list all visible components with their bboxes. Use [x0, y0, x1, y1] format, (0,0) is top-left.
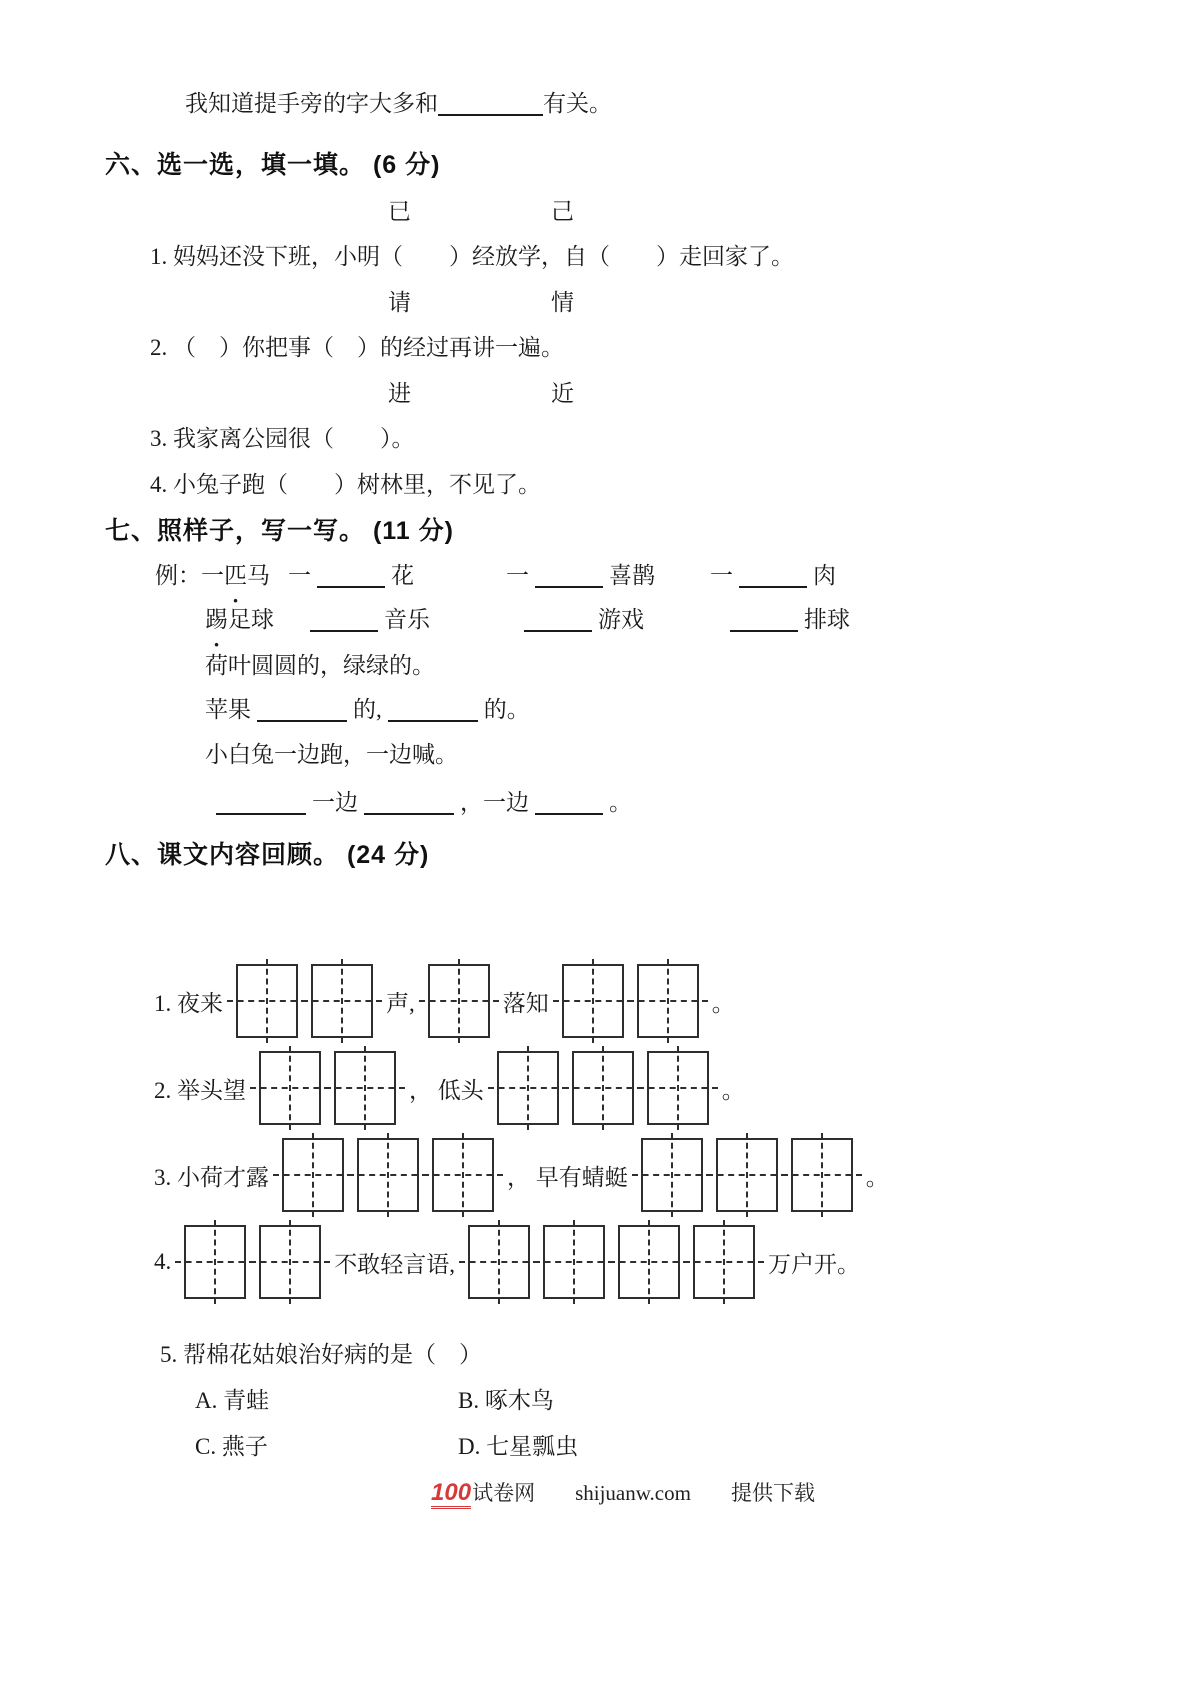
blank-line: [730, 630, 798, 632]
logo-100-icon: 100: [431, 1481, 471, 1509]
writing-grid-box: [311, 964, 373, 1038]
options-row-cd: [105, 1431, 1141, 1462]
text-segment: 4.: [154, 1249, 172, 1274]
text-segment: 喜鹊: [609, 563, 655, 588]
segment-unit: [150, 964, 739, 1038]
segment-unit: [205, 650, 435, 681]
blank-line: [388, 720, 478, 722]
blank-line: [438, 114, 543, 116]
section-eight-title: 八、课文内容回顾。 (24 分): [105, 841, 430, 869]
writing-grid-box: [716, 1138, 778, 1212]
site-name: 试卷网: [472, 1481, 536, 1505]
writing-grid-group: [282, 1138, 494, 1212]
text-segment: 。: [721, 1077, 745, 1103]
q2: [105, 1051, 1141, 1125]
writing-grid-box: [791, 1138, 853, 1212]
blank-line: [535, 813, 603, 815]
text-segment: 的。: [483, 697, 530, 722]
blank-line: [257, 720, 347, 722]
segment-unit: [288, 560, 414, 591]
writing-grid-box: [282, 1138, 344, 1212]
text-segment: 2. 举头望: [154, 1077, 246, 1103]
text-segment: 游戏: [598, 607, 644, 632]
text-segment: 音乐: [384, 607, 430, 632]
writing-grid-box: [357, 1138, 419, 1212]
seven-example: [105, 560, 1141, 591]
choice-row-qing: [105, 287, 1141, 318]
text-segment: 声,: [386, 990, 415, 1016]
option-c: C. 燕子: [195, 1434, 268, 1459]
writing-grid-group: [184, 1225, 321, 1299]
writing-grid-group: [497, 1051, 709, 1125]
writing-grid-group: [259, 1051, 396, 1125]
text-segment: 3. 小荷才露: [154, 1164, 269, 1190]
text-segment: 马: [247, 563, 270, 588]
text-segment: ， 低头: [409, 1077, 484, 1103]
section-seven-rows: [105, 560, 1141, 818]
text-segment: 。: [865, 1164, 889, 1190]
text-segment: 例：: [155, 563, 201, 588]
text-segment: 一: [710, 563, 733, 588]
text-segment: 排球: [804, 607, 850, 632]
choice-word: 近: [551, 381, 574, 406]
writing-grid-box: [259, 1051, 321, 1125]
text-segment: 足球: [228, 607, 274, 632]
writing-grid-group: [641, 1138, 853, 1212]
writing-grid-box: [184, 1225, 246, 1299]
text-segment: 花: [391, 563, 414, 588]
writing-grid-box: [543, 1225, 605, 1299]
writing-grid-box: [572, 1051, 634, 1125]
exercise-item-1: 1. 妈妈还没下班，小明（ ）经放学，自（ ）走回家了。: [150, 244, 794, 269]
exercise-item-4: 4. 小兔子跑（ ）树林里，不见了。: [150, 472, 541, 497]
choice-row-ji: [105, 196, 1141, 227]
text-segment: 荷叶圆圆的，绿绿的。: [205, 653, 435, 678]
text-segment: 。: [609, 790, 632, 815]
writing-grid-group: [428, 964, 490, 1038]
writing-grid-box: [637, 964, 699, 1038]
seven-fill2: [105, 787, 1141, 818]
text-segment: 一边: [312, 790, 358, 815]
download-note: 提供下载: [730, 1481, 815, 1505]
choice-word: 进: [388, 381, 411, 406]
segment-unit: [150, 1138, 893, 1212]
choice-word: 已: [388, 199, 411, 224]
q3: [105, 1138, 1141, 1212]
option-b: B. 啄木鸟: [458, 1388, 554, 1413]
text-segment: 落知: [502, 990, 549, 1016]
text-segment: 的,: [353, 697, 382, 722]
segment-unit: [205, 694, 530, 725]
text-segment: 1. 夜来: [154, 990, 223, 1016]
q4: [105, 1225, 1141, 1299]
segment-unit: [506, 560, 655, 591]
writing-grid-box: [468, 1225, 530, 1299]
blank-line: [364, 813, 454, 815]
dotted-emphasis-char: 踢: [205, 607, 228, 632]
text-segment: 一: [288, 563, 311, 588]
writing-grid-box: [432, 1138, 494, 1212]
exercise-item-3: 3. 我家离公园很（ ）。: [150, 426, 415, 451]
exercise-item-2: 2. （ ）你把事（ ）的经过再讲一遍。: [150, 335, 564, 360]
text-segment: 万户开。: [768, 1251, 860, 1277]
text-segment: 不敢轻言语,: [334, 1251, 455, 1277]
writing-grid-group: [468, 1225, 755, 1299]
question-5: 5. 帮棉花姑娘治好病的是（ ）: [160, 1342, 482, 1367]
segment-unit: [724, 604, 850, 635]
segment-unit: [150, 1225, 864, 1299]
intro-suffix: 有关。: [543, 91, 612, 116]
blank-line: [524, 630, 592, 632]
segment-unit: [518, 604, 644, 635]
blank-line: [216, 813, 306, 815]
text-segment: 一: [506, 563, 529, 588]
segment-unit: [205, 739, 458, 770]
writing-grid-box: [618, 1225, 680, 1299]
seven-verbs: [105, 604, 1141, 635]
text-segment: 一: [201, 563, 224, 588]
seven-fill1: [105, 694, 1141, 725]
option-d: D. 七星瓢虫: [458, 1434, 579, 1459]
blank-line: [317, 586, 385, 588]
site-brand: [431, 1477, 535, 1509]
segment-unit: [205, 604, 274, 635]
text-segment: 。: [711, 990, 735, 1016]
dotted-emphasis-char: 匹: [224, 563, 247, 588]
writing-grid-group: [562, 964, 699, 1038]
section-eight-questions: [105, 964, 1141, 1299]
segment-unit: [150, 1051, 749, 1125]
segment-unit: [710, 560, 836, 591]
intro-line: [105, 88, 1141, 119]
segment-unit: [155, 560, 270, 591]
writing-grid-box: [236, 964, 298, 1038]
writing-grid-box: [562, 964, 624, 1038]
section-six-title: 六、选一选，填一填。 (6 分): [105, 151, 441, 179]
text-segment: ， 早有蜻蜓: [507, 1164, 628, 1190]
text-segment: 苹果: [205, 697, 251, 722]
writing-grid-box: [497, 1051, 559, 1125]
writing-grid-box: [647, 1051, 709, 1125]
choice-word: 情: [551, 290, 574, 315]
intro-prefix: 我知道提手旁的字大多和: [185, 91, 438, 116]
writing-grid-group: [236, 964, 373, 1038]
writing-grid-box: [693, 1225, 755, 1299]
blank-line: [535, 586, 603, 588]
writing-grid-box: [641, 1138, 703, 1212]
writing-grid-box: [259, 1225, 321, 1299]
seven-s1: [105, 650, 1141, 681]
choice-word: 己: [551, 199, 574, 224]
text-segment: 小白兔一边跑，一边喊。: [205, 742, 458, 767]
seven-s2: [105, 739, 1141, 770]
q1: [105, 964, 1141, 1038]
option-a: A. 青蛙: [195, 1388, 270, 1413]
segment-unit: [304, 604, 430, 635]
page-footer: [105, 1477, 1141, 1509]
options-row-ab: [105, 1385, 1141, 1416]
choice-word: 请: [388, 290, 411, 315]
blank-line: [310, 630, 378, 632]
writing-grid-box: [428, 964, 490, 1038]
text-segment: ，一边: [460, 790, 529, 815]
segment-unit: [210, 787, 632, 818]
writing-grid-box: [334, 1051, 396, 1125]
text-segment: 肉: [813, 563, 836, 588]
section-seven-title: 七、照样子，写一写。 (11 分): [105, 517, 454, 545]
blank-line: [739, 586, 807, 588]
site-domain: shijuanw.com: [575, 1481, 691, 1505]
choice-row-jin: [105, 378, 1141, 409]
